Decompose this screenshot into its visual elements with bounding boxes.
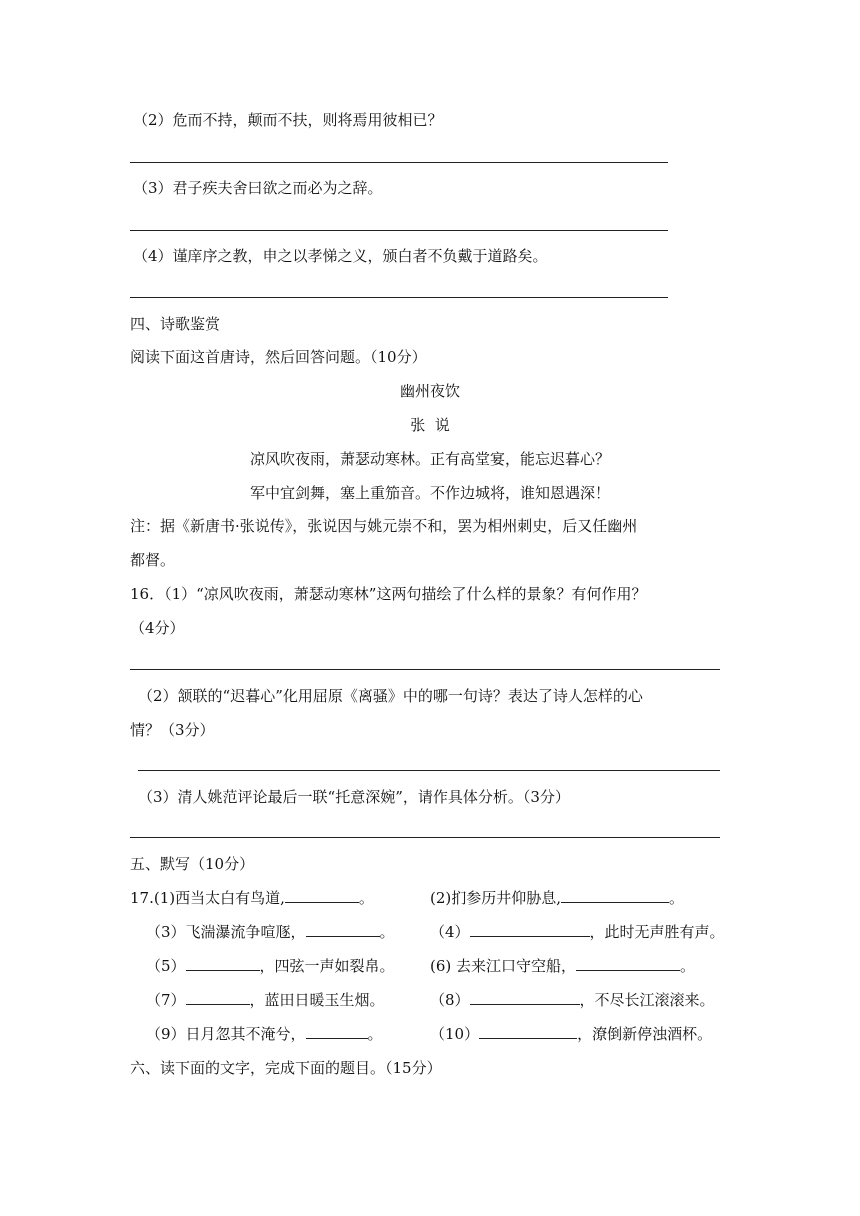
fill-blank[interactable] (306, 1024, 368, 1039)
question-16-2-points: 情？（3分） (130, 721, 215, 739)
dictation-prompt: （8） (430, 991, 470, 1009)
poem-title: 幽州夜饮 (399, 382, 460, 400)
dictation-prompt: (6) 去来江口守空船， (430, 957, 577, 975)
dictation-prompt: （7） (146, 991, 186, 1009)
fill-blank[interactable] (479, 1024, 577, 1039)
answer-line[interactable] (130, 297, 668, 298)
dictation-prompt: (2)扪参历井仰胁息, (430, 889, 562, 907)
question-16-1-points: （4分） (130, 619, 185, 637)
answer-line[interactable] (130, 162, 668, 163)
poem-line: 军中宜剑舞，塞上重笳音。不作边城将，谁知恩遇深！ (249, 484, 610, 502)
translation-q2: （2）危而不持，颠而不扶，则将焉用彼相已？ (133, 111, 443, 129)
question-16-2: （2）颔联的“迟暮心”化用屈原《离骚》中的哪一句诗？表达了诗人怎样的心 (138, 687, 643, 705)
dictation-row: （3）飞湍瀑流争喧豗， 。 （4） ，此时无声胜有声。 (146, 923, 725, 941)
question-16-1: 16．（1）“凉风吹夜雨，萧瑟动寒林”这两句描绘了什么样的景象？有何作用？ (130, 585, 647, 603)
answer-line[interactable] (130, 230, 668, 231)
answer-line[interactable] (130, 669, 720, 670)
dictation-prompt: （4） (430, 923, 470, 941)
dictation-prompt: 17.(1)西当太白有鸟道, (130, 889, 285, 907)
fill-blank[interactable] (576, 956, 680, 971)
section-heading: 四、诗歌鉴赏 (130, 315, 221, 333)
poem-line: 凉风吹夜雨，萧瑟动寒林。正有高堂宴，能忘迟暮心？ (249, 450, 610, 468)
fill-blank[interactable] (186, 956, 260, 971)
dictation-row: 17.(1)西当太白有鸟道, 。 (2)扪参历井仰胁息, 。 (130, 889, 685, 907)
fill-blank[interactable] (285, 888, 359, 903)
dictation-prompt: （9）日月忽其不淹兮， (146, 1025, 306, 1043)
poem-author: 张 说 (410, 416, 450, 434)
fill-blank[interactable] (306, 922, 380, 937)
fill-blank[interactable] (470, 922, 590, 937)
dictation-prompt: （3）飞湍瀑流争喧豗， (146, 923, 306, 941)
translation-q3: （3）君子疾夫舍曰欲之而必为之辞。 (133, 179, 383, 197)
fill-blank[interactable] (470, 990, 580, 1005)
fill-blank[interactable] (561, 888, 669, 903)
section-intro: 阅读下面这首唐诗，然后回答问题。（10分） (130, 348, 427, 366)
section-heading: 五、默写（10分） (130, 855, 255, 873)
poem-note: 都督。 (130, 551, 176, 569)
dictation-prompt: （10） (430, 1025, 480, 1043)
translation-q4: （4）谨庠序之教，申之以孝悌之义，颁白者不负戴于道路矣。 (133, 247, 548, 265)
fill-blank[interactable] (186, 990, 250, 1005)
answer-line[interactable] (138, 770, 720, 771)
dictation-prompt: （5） (146, 957, 186, 975)
question-16-3: （3）清人姚范评论最后一联“托意深婉”，请作具体分析。（3分） (138, 788, 570, 806)
dictation-row: （7） ，蓝田日暖玉生烟。 （8） ，不尽长江滚滚来。 (146, 991, 715, 1009)
dictation-row: （9）日月忽其不淹兮， 。 （10） ，潦倒新停浊酒杯。 (146, 1025, 713, 1043)
section-heading: 六、读下面的文字，完成下面的题目。（15分） (130, 1059, 442, 1077)
answer-line[interactable] (130, 837, 720, 838)
poem-note: 注：据《新唐书·张说传》，张说因与姚元崇不和，罢为相州刺史，后又任幽州 (130, 517, 638, 535)
dictation-row: （5） ，四弦一声如裂帛。 (6) 去来江口守空船， 。 (146, 957, 696, 975)
